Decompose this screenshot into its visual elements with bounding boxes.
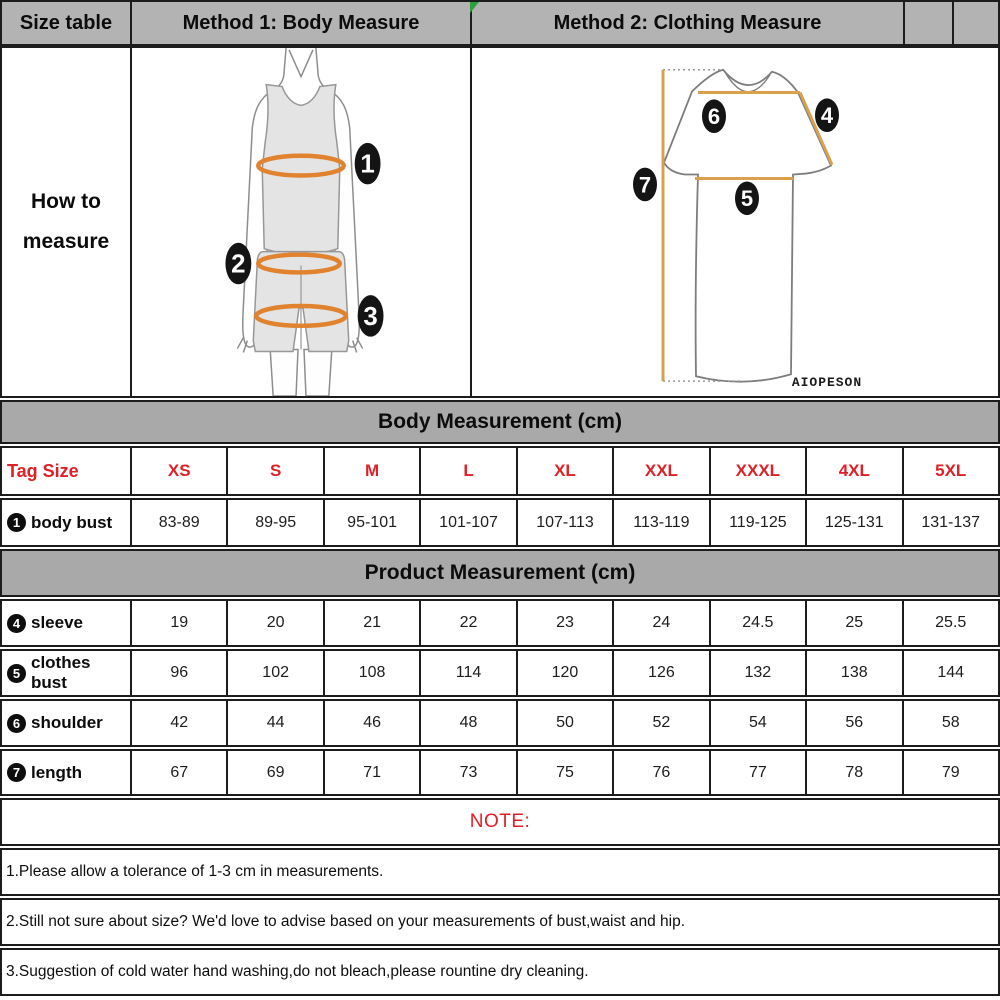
size-table-label: Size table [19,11,113,34]
circled-7-icon: 7 [7,763,26,782]
measurement-value-cell: 132 [711,651,807,695]
measurement-value-cell: 42 [132,701,228,745]
note-text-1: 1.Please allow a tolerance of 1-3 cm in measurements. [6,863,384,880]
header-spacer-cell-1 [905,2,954,44]
measurement-value-cell: 89-95 [228,500,324,545]
body-measurement-title: Body Measurement (cm) [378,410,622,433]
body-bust-label: body bust [31,512,113,532]
measurement-value-cell: 19 [132,601,228,645]
header-spacer-cell-2 [954,2,998,44]
size-header-cell: L [421,448,517,494]
table-header-row [0,0,1000,46]
measurement-value-cell: 46 [325,701,421,745]
measurement-value-cell: 23 [518,601,614,645]
size-header-cell: S [228,448,324,494]
header-cell-method1 [132,2,472,44]
marker-6-icon [702,99,726,133]
tank-top [262,85,340,255]
sleeve-row [0,599,1000,647]
measurement-value-cell: 24.5 [711,601,807,645]
illustration-row [0,46,1000,398]
circled-6-icon: 6 [7,714,26,733]
marker-7-icon [633,168,657,202]
tshirt-outline [664,70,831,382]
size-header-cell: M [325,448,421,494]
sleeve-label-cell [2,601,132,645]
measurement-value-cell: 83-89 [132,500,228,545]
right-leg [304,350,332,396]
measurement-value-cell: 102 [228,651,324,695]
size-header-cell: XS [132,448,228,494]
neck-right-line [316,48,330,91]
measurement-value-cell: 119-125 [711,500,807,545]
neck-notch-line [289,50,313,77]
tag-size-row [0,446,1000,496]
measurement-value-cell: 101-107 [421,500,517,545]
measurement-value-cell: 126 [614,651,710,695]
measurement-value-cell: 107-113 [518,500,614,545]
shoulder-row [0,699,1000,747]
sleeve-label: sleeve [31,613,83,632]
tshirt-illustration [472,48,998,396]
method2-label: Method 2: Clothing Measure [553,11,822,34]
product-measurement-bar [0,549,1000,597]
how-to-measure-cell [2,48,132,396]
measurement-value-cell: 77 [711,751,807,794]
measurement-value-cell: 54 [711,701,807,745]
body-figure-illustration [132,48,470,396]
measurement-value-cell: 96 [132,651,228,695]
svg-text:5: 5 [740,186,754,212]
measurement-value-cell: 58 [941,714,960,731]
measurement-value-cell: 131-137 [921,513,981,531]
neck-left-line [272,48,286,91]
measurement-value-cell: 125-131 [807,500,903,545]
header-cell-method2 [472,2,905,44]
svg-text:6: 6 [707,104,721,130]
measurement-value-cell: 50 [518,701,614,745]
note-text-3: 3.Suggestion of cold water hand washing,do not bleach,please rountine dry cleaning. [6,963,589,980]
measurement-value-cell: 144 [937,664,965,681]
measurement-value-cell: 48 [421,701,517,745]
measurement-value-cell: 56 [807,701,903,745]
measurement-value-cell: 95-101 [325,500,421,545]
tag-size-label: Tag Size [7,460,79,481]
measurement-value-cell: 69 [228,751,324,794]
green-corner-marker-icon [470,2,479,13]
note-row-2 [0,898,1000,946]
body-bust-label-cell [2,500,132,545]
note-title-row [0,798,1000,846]
header-cell-size-table [2,2,132,44]
measurement-value-cell: 79 [941,763,960,781]
size-header-cell: XXL [614,448,710,494]
measurement-value-cell: 73 [421,751,517,794]
measurement-value-cell: 22 [421,601,517,645]
size-header-cell: XXXL [711,448,807,494]
marker-2-icon [225,243,251,285]
svg-text:7: 7 [638,172,652,198]
circled-1-icon: 1 [7,513,26,532]
how-to-line2: measure [22,230,110,253]
marker-5-icon [735,181,759,215]
circled-4-icon: 4 [7,614,26,633]
marker-4-icon [815,98,839,132]
length-label: length [31,762,82,782]
measurement-value-cell: 44 [228,701,324,745]
measurement-value-cell: 24 [614,601,710,645]
note-text-2: 2.Still not sure about size? We'd love to advise based on your measurements of bust,waist and hip. [6,913,686,930]
size-header-cell: XL [518,448,614,494]
svg-text:1: 1 [360,150,375,179]
measurement-value-cell: 138 [807,651,903,695]
measurement-value-cell: 67 [132,751,228,794]
clothes-bust-row [0,649,1000,697]
length-label-cell [2,751,132,794]
measurement-value-cell: 52 [614,701,710,745]
body-measurement-bar [0,400,1000,444]
size-header-cell: 4XL [807,448,903,494]
product-measurement-title: Product Measurement (cm) [364,561,636,584]
measurement-value-cell: 25.5 [935,614,967,631]
svg-text:3: 3 [363,302,378,331]
measurement-value-cell: 114 [421,651,517,695]
measurement-value-cell: 21 [325,601,421,645]
measurement-value-cell: 113-119 [614,500,710,545]
measurement-value-cell: 78 [807,751,903,794]
circled-5-icon: 5 [7,664,26,683]
measurement-value-cell: 120 [518,651,614,695]
left-leg [270,350,298,396]
measurement-value-cell: 75 [518,751,614,794]
measurement-value-cell: 71 [325,751,421,794]
shoulder-label: shoulder [31,713,103,732]
measurement-value-cell: 76 [614,751,710,794]
measurement-value-cell: 20 [228,601,324,645]
svg-text:2: 2 [231,250,246,279]
brand-text: AIOPESON [791,375,863,391]
length-row [0,749,1000,796]
note-title: NOTE: [469,811,531,832]
size-header-cell: 5XL [935,461,967,480]
note-row-1 [0,848,1000,896]
clothes-bust-label: clothes bust [31,653,91,692]
tshirt-panel [472,48,998,396]
marker-1-icon [355,143,381,185]
method1-label: Method 1: Body Measure [182,11,420,34]
svg-text:4: 4 [820,103,834,129]
clothes-bust-label-cell [2,651,132,695]
marker-3-icon [358,295,384,337]
shoulder-label-cell [2,701,132,745]
how-to-line1: How to [31,190,101,213]
body-bust-row [0,498,1000,547]
tag-size-label-cell [2,448,132,494]
note-row-3 [0,948,1000,996]
body-figure-panel [132,48,472,396]
measurement-value-cell: 108 [325,651,421,695]
measurement-value-cell: 25 [807,601,903,645]
